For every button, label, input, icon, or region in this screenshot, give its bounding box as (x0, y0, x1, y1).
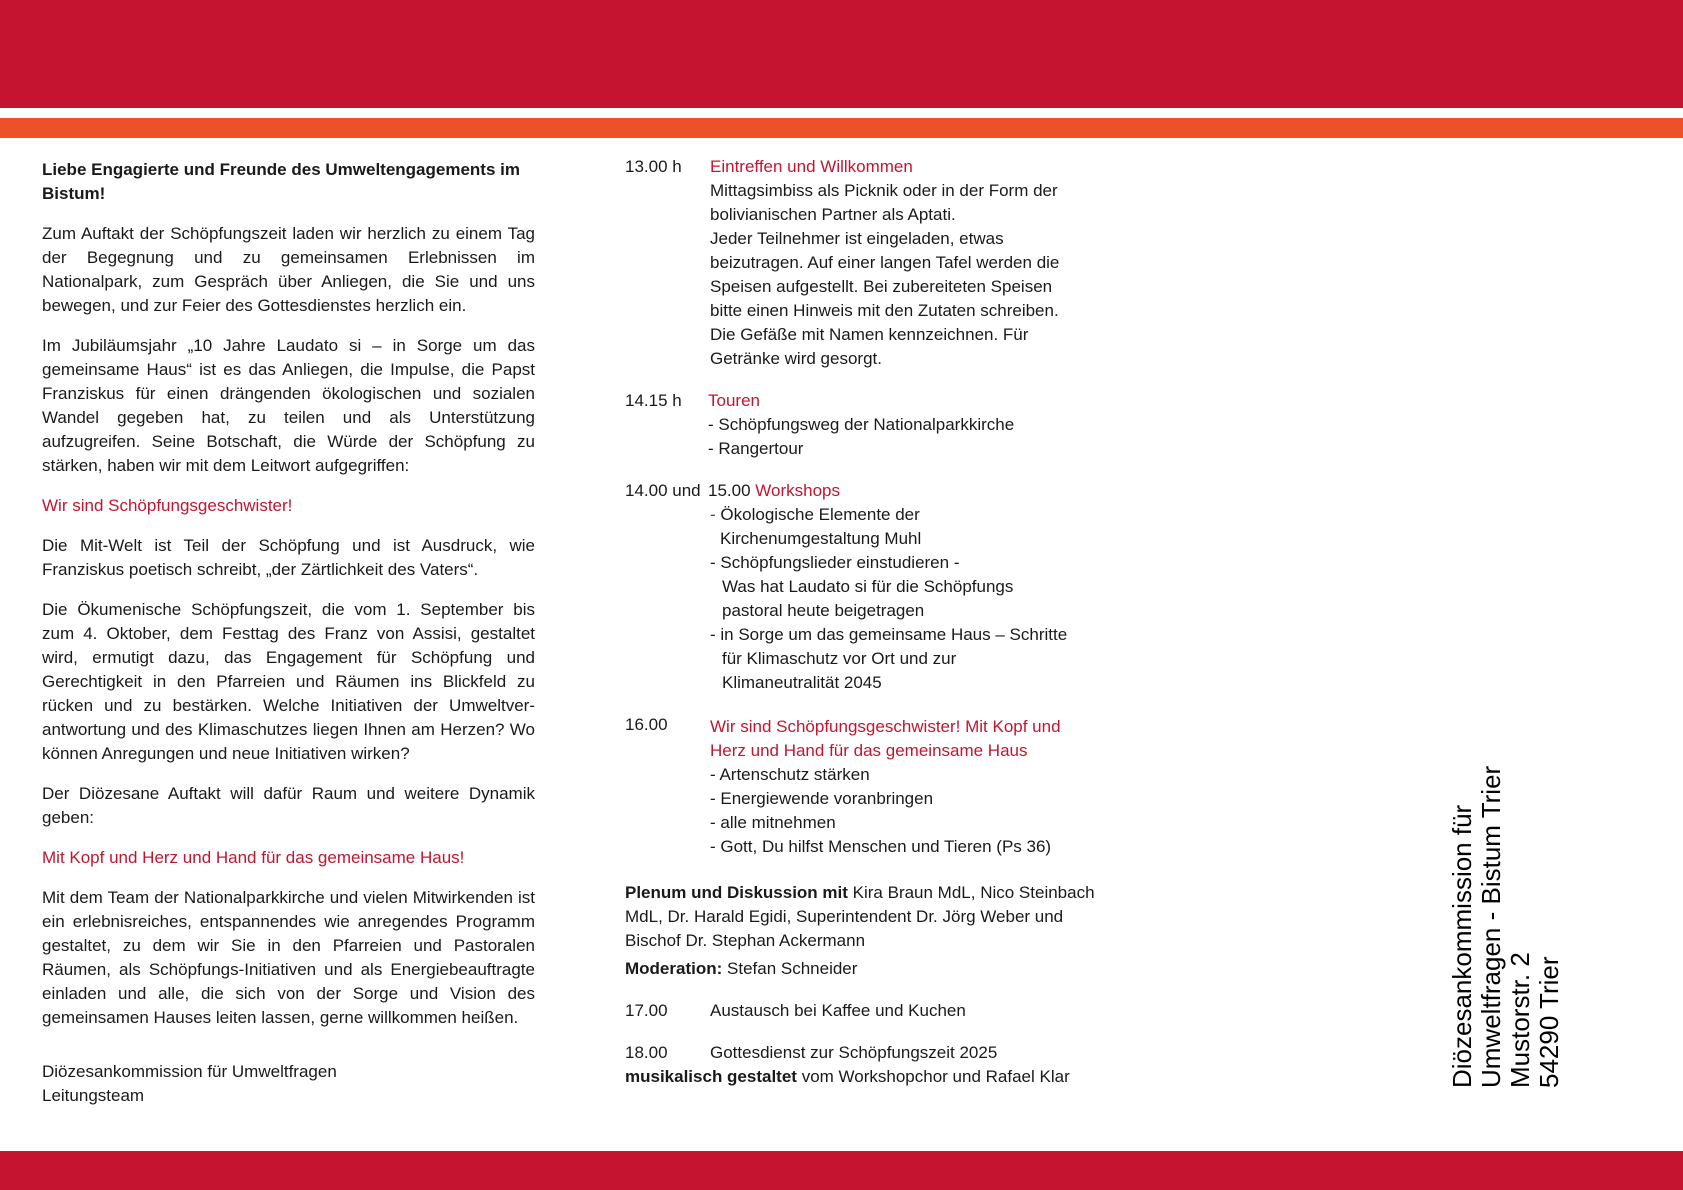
music-label: musikalisch gestaltet (625, 1067, 797, 1086)
entry-line: bitte einen Hinweis mit den Zutaten schreiben. (710, 301, 1059, 320)
entry-item: - Schöpfungslieder einstudieren - (710, 553, 960, 572)
paragraph-jubilee: Im Jubiläumsjahr „10 Jahre Laudato si – in Sorge um das gemeinsame Haus“ ist es das Anliegen, die Impulse, die Papst Franziskus für einen drängenden ökologischen und sozialen Wandel gegeben hat, zu teilen und als Unterstützung aufzugreifen. Seine Botschaft, die Würde der Schöpfung zu stärken, haben wir mit dem Leitwort aufgegriffen: (42, 336, 535, 475)
entry-time: 14.00 und (625, 481, 701, 500)
schedule-entry (625, 1041, 1125, 1065)
paragraph-team: Mit dem Team der Nationalparkkirche und vielen Mitwirkenden ist ein erlebnisreiches, entspannendes wie anregendes Programm gestaltet, zu dem wir Sie in den Pfarreien und Pastoralen Räumen, als Schöpfungs-Initiativen und als Energiebeauftragte einladen und alle, die sich von der Sorge und Vision des gemeinsamen Hauses leiten lassen, gerne willkommen heißen. (42, 888, 535, 1027)
plenum-block (625, 881, 1125, 953)
paragraph-intro: Zum Auftakt der Schöpfungszeit laden wir herzlich zu einem Tag der Begegnung und zu gemeinsamen Erlebnissen im Nationalpark, zum Gespräch über Anliegen, die Sie und uns bewegen, und zur Feier des Gottesdienstes herzlich ein. (42, 224, 535, 315)
dash-marker: - (710, 505, 716, 524)
signature (42, 1060, 535, 1108)
entry-item: - Gott, Du hilfst Menschen und Tieren (Ps 36) (710, 837, 1052, 856)
schedule-entry (625, 155, 1125, 371)
entry-item: - alle mitnehmen (710, 813, 836, 832)
bottom-red-band (0, 1151, 1683, 1190)
plenum-guests-line: MdL, Dr. Harald Egidi, Superintendent Dr. Jörg Weber und (625, 907, 1064, 926)
entry-time: 17.00 (625, 1001, 668, 1020)
plenum-label: Plenum und Diskussion mit (625, 883, 848, 902)
entry-item: Was hat Laudato si für die Schöpfungs (722, 577, 1014, 596)
entry-item: - in Sorge um das gemeinsame Haus – Schritte (710, 625, 1068, 644)
entry-item: pastoral heute beigetragen (722, 601, 925, 620)
entry-title: Touren (708, 391, 760, 410)
entry-time: 14.15 h (625, 391, 682, 410)
entry-time: 18.00 (625, 1043, 668, 1062)
entry-title: Wir sind Schöpfungsgeschwister! Mit Kopf und (710, 717, 1061, 736)
entry-title: Gottesdienst zur Schöpfungszeit 2025 (710, 1043, 998, 1062)
entry-item: - Rangertour (708, 439, 804, 458)
entry-item: - Schöpfungsweg der Nationalparkkirche (708, 415, 1015, 434)
top-red-band (0, 0, 1683, 108)
moderation-label: Moderation: (625, 959, 723, 978)
schedule-entry (625, 713, 1125, 859)
entry-line: Jeder Teilnehmer ist eingeladen, etwas (710, 229, 1004, 248)
entry-title: Austausch bei Kaffee und Kuchen (710, 1001, 966, 1020)
entry-line: bolivianischen Partner als Aptati. (710, 205, 956, 224)
entry-time-second: 15.00 (708, 481, 751, 500)
entry-line: beizutragen. Auf einer langen Tafel werden die (710, 253, 1060, 272)
entry-line: Getränke wird gesorgt. (710, 349, 882, 368)
entry-item: Klimaneutralität 2045 (722, 673, 882, 692)
schedule-entry (625, 999, 1125, 1023)
entry-item: Kirchenumgestaltung Muhl (720, 529, 922, 548)
schedule-entry (625, 389, 1125, 461)
entry-item: Ökologische Elemente der (720, 505, 920, 524)
entry-item: - Energiewende voranbringen (710, 789, 934, 808)
address-line: 54290 Trier (1534, 956, 1564, 1088)
paragraph-kickoff: Der Diözesane Auftakt will dafür Raum und weitere Dynamik geben: (42, 784, 535, 827)
moderation (625, 957, 1125, 981)
orange-stripe (0, 118, 1683, 138)
signature-team: Leitungsteam (42, 1086, 145, 1105)
signature-commission: Diözesankommission für Umweltfragen (42, 1062, 337, 1081)
entry-item: für Klimaschutz vor Ort und zur (722, 649, 957, 668)
address-line: Mustorstr. 2 (1505, 952, 1535, 1088)
greeting: Liebe Engagierte und Freunde des Umweltengagements im Bistum! (42, 160, 520, 203)
address-line: Diözesankommission für (1447, 804, 1477, 1088)
entry-line: Mittagsimbiss als Picknik oder in der Form der (710, 181, 1058, 200)
invitation-letter (42, 158, 535, 1108)
entry-time: 16.00 (625, 715, 668, 734)
motto-siblings: Wir sind Schöpfungsgeschwister! (42, 496, 293, 515)
entry-item: - Artenschutz stärken (710, 765, 870, 784)
paragraph-mitwelt: Die Mit-Welt ist Teil der Schöpfung und ist Ausdruck, wie Franziskus poetisch schreibt, „der Zärtlichkeit des Vaters“. (42, 536, 535, 579)
motto-head-heart-hand: Mit Kopf und Herz und Hand für das gemeinsame Haus! (42, 848, 465, 867)
entry-title: Workshops (755, 481, 840, 500)
plenum-guests: Kira Braun MdL, Nico Steinbach (847, 883, 1095, 902)
mailing-address (1448, 766, 1564, 1088)
entry-title: Herz und Hand für das gemeinsame Haus (710, 741, 1028, 760)
plenum-guests-line: Bischof Dr. Stephan Ackermann (625, 931, 866, 950)
entry-time: 13.00 h (625, 157, 682, 176)
moderator-name: Stefan Schneider (722, 959, 858, 978)
entry-line: Speisen aufgestellt. Bei zubereiteten Speisen (710, 277, 1053, 296)
paragraph-season: Die Ökumenische Schöpfungszeit, die vom 1. September bis zum 4. Oktober, dem Festtag des Franz von Assisi, gestaltet wird, ermutigt dazu, das Engagement für Schöpfung und Gerechtigkeit in den Pfarreien und Räumen ins Blickfeld zu rücken und zu bestärken. Welche Initiativen der Umweltver-antwortung und des Klimaschutzes liegen Ihnen am Herzen? Wo können Anregungen und neue Initiativen wirken? (42, 600, 535, 763)
entry-title: Eintreffen und Willkommen (710, 157, 913, 176)
schedule-entry (625, 479, 1125, 695)
program-schedule (625, 155, 1125, 1089)
address-line: Umweltfragen - Bistum Trier (1476, 765, 1506, 1088)
music-performers: vom Workshopchor und Rafael Klar (796, 1067, 1070, 1086)
music-note (625, 1065, 1125, 1089)
entry-line: Die Gefäße mit Namen kennzeichnen. Für (710, 325, 1029, 344)
